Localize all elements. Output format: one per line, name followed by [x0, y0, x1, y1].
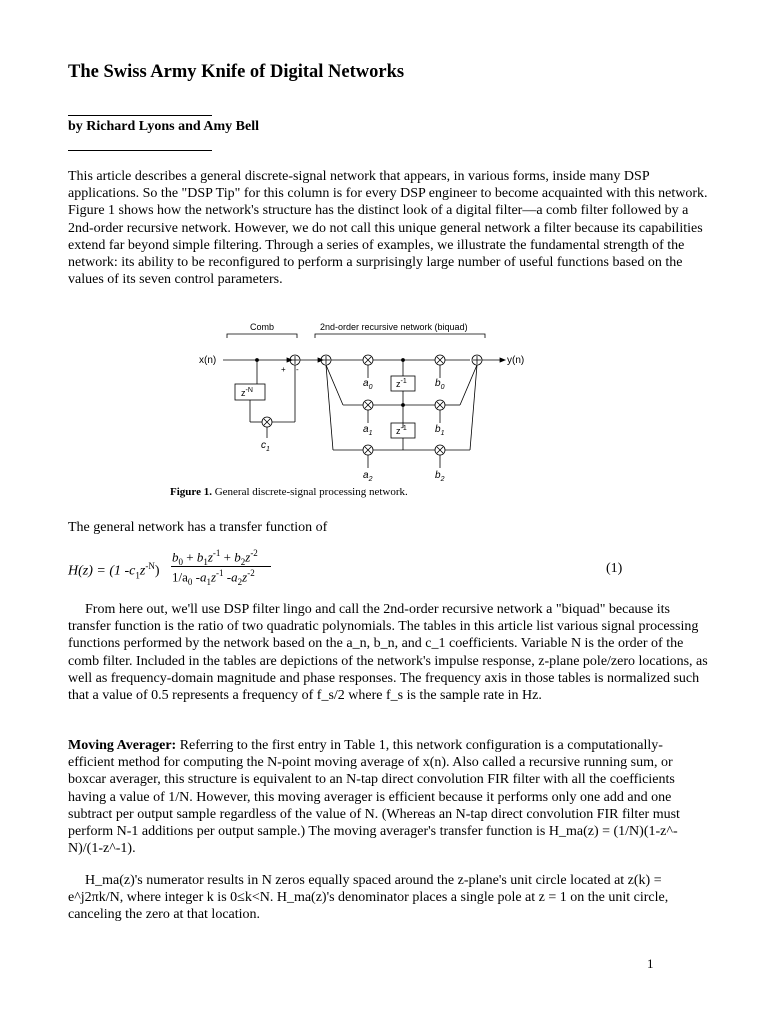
zeros-paragraph: H_ma(z)'s numerator results in N zeros equally spaced around the z-plane's unit circle located at z(k) = e^j2πk/N, where integer k is 0≤k<N. H_ma(z)'s denominator places a single pole at z = 1 on the unit circle, canceling the zero at that location. — [68, 873, 669, 923]
input-label: x(n) — [199, 355, 217, 366]
svg-text:z-1: $z^{-1}$ — [396, 425, 407, 436]
caption-text: General discrete-signal processing network. — [214, 486, 408, 498]
b1-label: $b_1$ — [435, 424, 445, 437]
figure-caption — [170, 486, 408, 498]
transfer-intro: The general network has a transfer function of — [68, 520, 328, 535]
b0-label: $b_0$ — [435, 378, 445, 391]
moving-averager-equation: H_ma(z) = (1/N)(1-z^-N)/(1-z^-1). — [68, 824, 678, 857]
equation-number: (1) — [606, 561, 623, 576]
plus-label: + — [281, 365, 286, 374]
byline-rule-bottom — [68, 150, 212, 151]
article-title: The Swiss Army Knife of Digital Networks — [68, 62, 405, 82]
svg-text:z-1: $z^{-1}$ — [396, 378, 407, 389]
byline: by Richard Lyons and Amy Bell — [68, 119, 259, 134]
network-diagram — [195, 318, 535, 490]
c1-label: $c_1$ — [261, 440, 270, 453]
equation-lhs: H(z) = (1 $-c_1z^{-N}$) — [68, 561, 160, 581]
moving-averager-heading: Moving Averager: — [68, 738, 177, 753]
moving-averager-paragraph — [68, 737, 708, 857]
intro-paragraph: This article describes a general discrete-signal network that appears, in various forms, inside many DSP applications. So the "DSP Tip" for this column is for every DSP engineer to become acquainted with this network. Figure 1 shows how the network's structure has the distinct look of a digital filter—a comb filter followed by a 2nd-order recursive network. However, we do not call this unique general network a filter because its capabilities extend far beyond simple filtering. Through a series of examples, we illustrate the fundamental strength of the network: its ability to be reconfigured to perform a surprisingly large number of useful functions based on the values of its seven control parameters. — [68, 169, 708, 288]
equation-1 — [68, 548, 708, 588]
a2-label: $a_2$ — [363, 470, 373, 483]
comb-label: Comb — [250, 322, 275, 332]
biquad-bracket — [315, 334, 485, 338]
b2-label: $b_2$ — [435, 470, 445, 483]
minus-label: - — [296, 365, 299, 374]
a1-label: $a_1$ — [363, 424, 373, 437]
caption-label: Figure 1. — [170, 486, 212, 498]
moving-averager-text: Referring to the first entry in Table 1, this network configuration is a computationally-efficient method for computing the N-point moving average of x(n). Also called a recursive running sum, or boxcar averager, this structure is equivalent to an N-tap direct convolution FIR filter with all the coefficients having a value of 1/N. However, this moving averager is efficient because it performs only one add and one subtract per output sample regardless of the value of N. (Whereas an N-tap direct convolution FIR filter must perform N-1 additions per output sample.) The moving averager's transfer function is — [68, 738, 680, 840]
equation-denominator: $1/a_0$ $-a_1z^{-1}$ $-a_2z^{-2}$ — [172, 568, 255, 587]
output-label: y(n) — [507, 355, 525, 366]
z-n-label: $z^{-N}$ — [241, 387, 253, 398]
page-number: 1 — [647, 956, 654, 971]
comb-bracket — [227, 334, 297, 338]
byline-rule-top — [68, 115, 212, 116]
biquad-paragraph: From here out, we'll use DSP filter lingo and call the 2nd-order recursive network a "biquad" because its transfer function is the ratio of two quadratic polynomials. The tables in this article list various signal processing functions performed by the network based on the a_n, b_n, and c_1 coefficients. Variable N is the order of the comb filter. Included in the tables are depictions of the network's impulse response, z-plane pole/zero locations, as well as frequency-domain magnitude and phase responses. The frequency axis in those tables is normalized such that a value of 0.5 represents a frequency of f_s/2 where f_s is the sample rate in Hz. — [68, 602, 708, 704]
fraction-bar — [171, 566, 271, 567]
equation-numerator: $b_0 + b_1z^{-1} + b_2z^{-2}$ — [172, 548, 258, 567]
biquad-label: 2nd-order recursive network (biquad) — [320, 322, 468, 332]
a0-label: $a_0$ — [363, 378, 373, 391]
